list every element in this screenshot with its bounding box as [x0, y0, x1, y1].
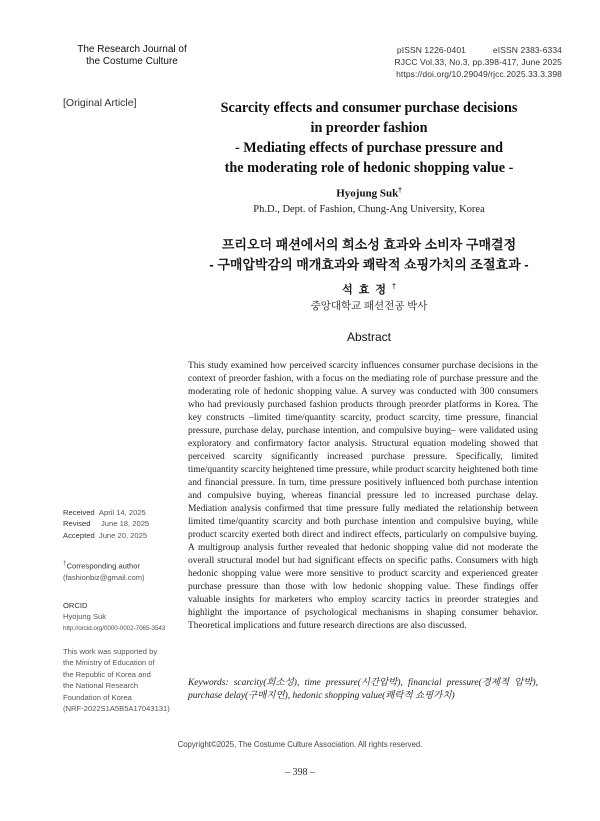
author-english-name: Hyojung Suk — [336, 187, 399, 200]
accepted-row — [63, 530, 183, 541]
corr-label: Corresponding author — [66, 561, 140, 571]
accepted-label: Accepted — [63, 530, 95, 540]
revised-date: June 18, 2025 — [101, 519, 150, 529]
article-type: [Original Article] — [63, 97, 137, 109]
title-korean — [190, 235, 548, 275]
orcid-label: ORCID — [63, 601, 88, 610]
abstract-heading: Abstract — [346, 330, 391, 344]
copyright-notice: Copyright©2025, The Costume Culture Association. All rights reserved. — [177, 740, 423, 749]
affiliation-korean: 중앙대학교 패션전공 박사 — [310, 301, 428, 312]
funding-line: This work was supported by — [63, 647, 158, 656]
orcid-block — [63, 600, 183, 634]
corr-mark: † — [63, 560, 67, 567]
pissn: pISSN 1226-0401 — [396, 45, 466, 55]
corresponding-mark-korean: † — [391, 283, 396, 291]
eissn: eISSN 2383-6334 — [492, 45, 562, 55]
funding-line: the Ministry of Education of — [63, 658, 155, 668]
corr-email[interactable]: (fashionbiz@gmail.com) — [63, 572, 145, 582]
title-english-line1: Scarcity effects and consumer purchase decisions — [220, 100, 518, 116]
orcid-name: Hyojung Suk — [63, 612, 107, 622]
corresponding-author — [63, 558, 183, 583]
received-row — [63, 507, 183, 518]
journal-name-line2: the Costume Culture — [86, 56, 178, 67]
funding-line: the National Research — [63, 681, 139, 691]
revised-row — [63, 518, 183, 529]
journal-name — [62, 44, 202, 68]
author-korean-name: 석효정 — [342, 284, 392, 296]
received-label: Received — [63, 508, 95, 517]
keywords-label: Keywords: — [188, 678, 229, 688]
received-date: April 14, 2025 — [98, 508, 146, 517]
funding-line: the Republic of Korea and — [63, 669, 151, 679]
title-english-line2: in preorder fashion — [310, 120, 428, 136]
funding-line: Foundation of Korea — [63, 692, 132, 702]
abstract-text: This study examined how perceived scarcity influences consumer purchase decisions in the context of preorder fashion, with a focus on the mediating role of purchase pressure and the moderating role of hedonic shopping value. A survey was conducted with 300 consumers who had previously purchased fashion products through preorder platforms in Korea. The key constructs –limited time/quantity scarcity, product scarcity, time pressure, financial pressure, purchase delay, purchase intention, and compulsive buying– were validated using exploratory and confirmatory factor analysis. Structural equation modeling showed that perceived scarcity significantly increased purchase pressure. Specifically, limited time/quantity scarcity heightened time pressure, while product scarcity heightened both time and financial pressure. In turn, time pressure positively influenced both purchase intention and compulsive buying, whereas financial pressure led to increased purchase delay. Mediation analysis confirmed that time pressure fully mediated the relationship between limited time/quantity scarcity and both purchase intention and compulsive buying, while product scarcity exerted both direct and indirect effects, particularly on compulsive buying. A multigroup analysis further revealed that hedonic shopping value did not moderate the overall structural model but had significant effects on specific paths. Consumers with high hedonic shopping value were more sensitive to product scarcity and experienced greater purchase pressure than those with low hedonic shopping value. These findings offer valuable insights for marketers who employ scarcity tactics in preorder strategies and highlight the importance of psychological mechanisms in shaping consumer behavior. Theoretical implications and future research directions are also discussed. — [188, 361, 538, 632]
keywords — [188, 677, 538, 703]
funding-note — [63, 646, 183, 714]
orcid-link[interactable]: http://orcid.org/0000-0002-7065-3543 — [63, 624, 166, 632]
title-english-line4: the moderating role of hedonic shopping value - — [224, 160, 514, 176]
title-english-line3: - Mediating effects of purchase pressure and — [235, 140, 503, 156]
accepted-date: June 20, 2025 — [98, 530, 148, 540]
page-number: – 398 – — [285, 767, 315, 778]
keywords-list: scarcity(희소성), time pressure(시간압박), financial pressure(경제적 압박), purchase delay(구매지연), hedonic shopping value(쾌락적 쇼핑가치) — [188, 678, 538, 701]
volume-info: RJCC Vol.33, No.3, pp.398-417, June 2025 — [394, 57, 562, 67]
revised-label: Revised — [63, 519, 91, 529]
title-english — [190, 98, 548, 178]
title-korean-line1: 프리오더 패션에서의 희소성 효과와 소비자 구매결정 — [221, 237, 517, 252]
article-dates — [63, 507, 183, 541]
corresponding-mark: † — [398, 186, 402, 194]
doi-link[interactable]: https://doi.org/10.29049/rjcc.2025.33.3.398 — [396, 69, 562, 79]
affiliation-english: Ph.D., Dept. of Fashion, Chung-Ang University, Korea — [253, 204, 485, 215]
journal-name-line1: The Research Journal of — [77, 44, 187, 55]
author-korean — [190, 281, 548, 297]
title-korean-line2: - 구매압박감의 매개효과와 쾌락적 쇼핑가치의 조절효과 - — [209, 257, 529, 272]
publication-meta — [395, 44, 563, 80]
author-english — [190, 186, 548, 200]
funding-line: (NRF-2022S1A5B5A17043131) — [63, 704, 170, 714]
